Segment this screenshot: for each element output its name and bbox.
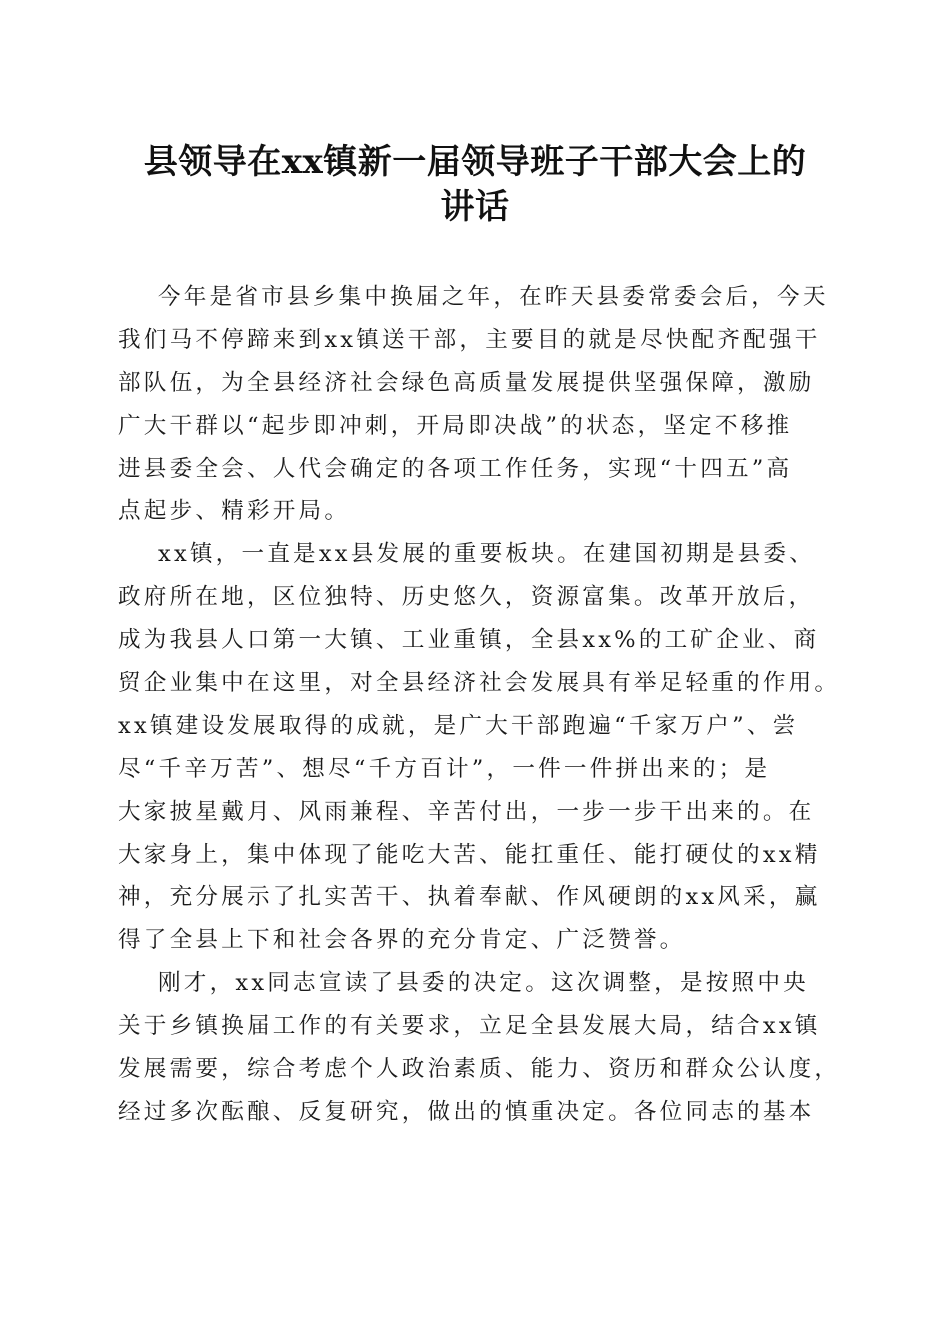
text-line: 神，充分展示了扎实苦干、执着奉献、作风硬朗的xx风采，赢	[118, 884, 821, 911]
text-line: 进县委全会、人代会确定的各项工作任务，实现“十四五”高	[118, 455, 793, 482]
text-line: 大家披星戴月、风雨兼程、辛苦付出，一步一步干出来的。在	[118, 798, 815, 825]
document-body	[118, 276, 841, 1134]
text-line: 贸企业集中在这里，对全县经济社会发展具有举足轻重的作用。	[118, 670, 841, 697]
title-line: 讲话	[440, 187, 510, 227]
text-line: 发展需要，综合考虑个人政治素质、能力、资历和群众公认度，	[118, 1056, 841, 1083]
paragraph-2	[118, 533, 841, 962]
text-line: 经过多次酝酿、反复研究，做出的慎重决定。各位同志的基本	[118, 1098, 815, 1125]
text-line: xx镇建设发展取得的成就，是广大干部跑遍“千家万户”、尝	[118, 712, 799, 739]
text-line: 成为我县人口第一大镇、工业重镇，全县xx%的工矿企业、商	[118, 627, 820, 654]
text-line: 尽“千辛万苦”、想尽“千方百计”，一件一件拼出来的；是	[118, 755, 771, 782]
text-line: 部队伍，为全县经济社会绿色高质量发展提供坚强保障，激励	[118, 369, 815, 396]
paragraph-1	[118, 276, 836, 533]
document-title	[112, 140, 838, 230]
text-line: 大家身上，集中体现了能吃大苦、能扛重任、能打硬仗的xx精	[118, 841, 821, 868]
text-line: 广大干群以“起步即冲刺，开局即决战”的状态，坚定不移推	[118, 412, 793, 439]
text-line: 政府所在地，区位独特、历史悠久，资源富集。改革开放后，	[118, 584, 815, 611]
text-line: 我们马不停蹄来到xx镇送干部，主要目的就是尽快配齐配强干	[118, 326, 821, 353]
text-line: 今年是省市县乡集中换届之年，在昨天县委常委会后，今天	[158, 284, 829, 310]
paragraph-3	[118, 962, 841, 1134]
text-line: 得了全县上下和社会各界的充分肯定、广泛赞誉。	[118, 927, 686, 954]
title-line: 县领导在xx镇新一届领导班子干部大会上的	[143, 142, 807, 182]
text-line: xx镇，一直是xx县发展的重要板块。在建国初期是县委、	[158, 541, 816, 568]
text-line: 关于乡镇换届工作的有关要求，立足全县发展大局，结合xx镇	[118, 1013, 821, 1040]
text-line: 刚才，xx同志宣读了县委的决定。这次调整，是按照中央	[158, 970, 809, 997]
text-line: 点起步、精彩开局。	[118, 498, 351, 525]
